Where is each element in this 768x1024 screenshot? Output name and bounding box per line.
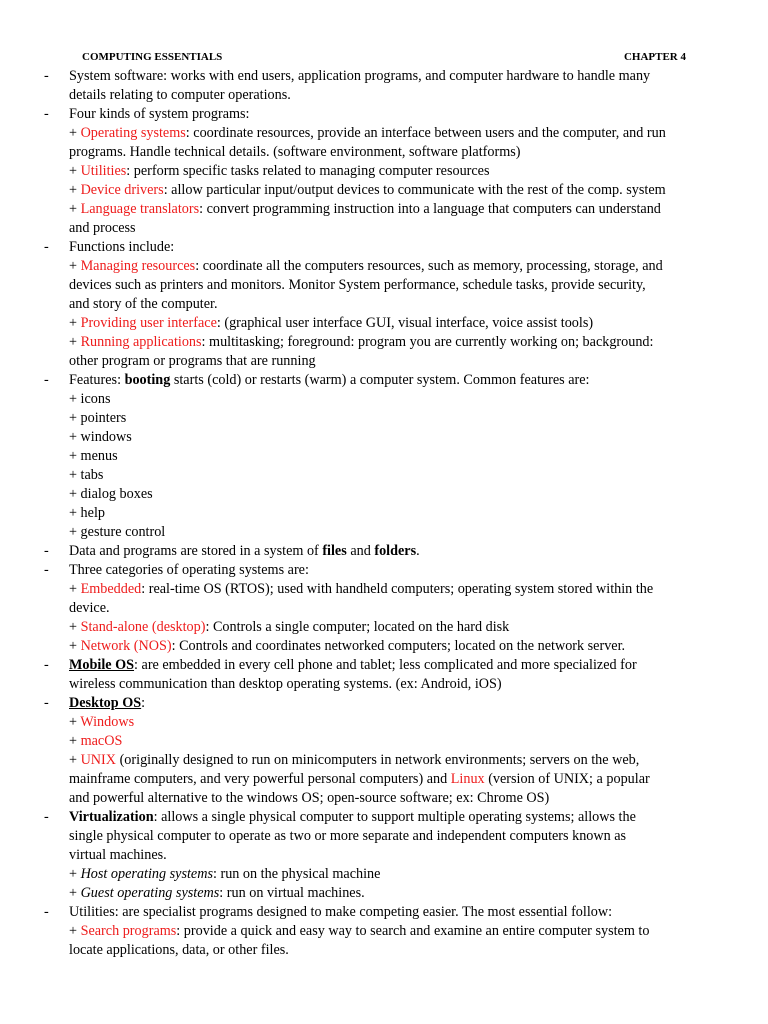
text-run: : run on virtual machines.	[219, 885, 365, 901]
text-run: and story of the computer.	[69, 296, 218, 312]
text-line	[69, 789, 724, 808]
text-run: mainframe computers, and very powerful personal computers) and	[69, 771, 451, 787]
text-run: virtual machines.	[69, 847, 167, 863]
text-run: + pointers	[69, 410, 127, 426]
bullet-item	[44, 561, 724, 656]
text-line	[69, 371, 724, 390]
text-run: starts (cold) or restarts (warm) a computer system. Common features are:	[170, 372, 590, 388]
text-line	[69, 884, 724, 903]
text-run: details relating to computer operations.	[69, 87, 291, 103]
notes-list	[44, 67, 724, 960]
text-run: Utilities: are specialist programs designed to make competing easier. The most essential follow:	[69, 904, 613, 920]
bullet-item	[44, 67, 724, 105]
text-line	[69, 637, 724, 656]
bullet-item	[44, 903, 724, 960]
text-line	[69, 390, 724, 409]
text-line	[69, 580, 724, 599]
highlighted-term: Search programs	[80, 923, 177, 939]
text-run: +	[69, 258, 81, 274]
text-run: : are embedded in every cell phone and tablet; less complicated and more specialized for	[134, 657, 637, 673]
text-run: :	[141, 695, 146, 711]
header-chapter-label: CHAPTER 4	[623, 51, 686, 63]
text-run: +	[69, 315, 81, 331]
text-run: and process	[69, 220, 136, 236]
text-run: System software: works with end users, application programs, and computer hardware to handle many	[69, 68, 651, 84]
bullet-dash: -	[44, 106, 49, 122]
text-run: Four kinds of system programs:	[69, 106, 250, 122]
text-run: wireless communication than desktop operating systems. (ex: Android, iOS)	[69, 676, 502, 692]
text-run: single physical computer to operate as two or more separate and independent computers known as	[69, 828, 627, 844]
text-run: +	[69, 866, 81, 882]
highlighted-term: Device drivers	[80, 182, 164, 198]
text-line	[69, 333, 724, 352]
text-run: + help	[69, 505, 105, 521]
highlighted-term: Windows	[80, 714, 135, 730]
text-run: : run on the physical machine	[212, 866, 381, 882]
text-line	[69, 428, 724, 447]
highlighted-term: Providing user interface	[80, 315, 217, 331]
text-run: : perform specific tasks related to managing computer resources	[126, 163, 490, 179]
bullet-dash: -	[44, 562, 49, 578]
text-run: +	[69, 714, 81, 730]
text-line	[69, 181, 724, 200]
text-run: : Controls and coordinates networked computers; located on the network server.	[171, 638, 626, 654]
text-run: : multitasking; foreground: program you are currently working on; background:	[201, 334, 654, 350]
text-run: other program or programs that are running	[69, 353, 316, 369]
emphasized-term: Virtualization	[69, 809, 154, 825]
highlighted-term: Operating systems	[80, 125, 186, 141]
text-line	[69, 466, 724, 485]
emphasized-term: files	[322, 543, 347, 559]
text-run: +	[69, 163, 81, 179]
text-line	[69, 656, 724, 675]
highlighted-term: Language translators	[80, 201, 200, 217]
text-run: : allows a single physical computer to support multiple operating systems; allows the	[153, 809, 636, 825]
text-line	[69, 200, 724, 219]
text-run: : (graphical user interface GUI, visual interface, voice assist tools)	[216, 315, 594, 331]
emphasized-term: Desktop OS	[69, 695, 142, 711]
text-run: +	[69, 581, 81, 597]
text-run: + tabs	[69, 467, 104, 483]
text-line	[69, 105, 724, 124]
text-line	[69, 257, 724, 276]
bullet-item	[44, 808, 724, 903]
highlighted-term: Running applications	[80, 334, 202, 350]
emphasized-term: Guest operating systems	[80, 885, 220, 901]
text-run: : convert programming instruction into a language that computers can understand	[199, 201, 661, 217]
text-line	[69, 694, 724, 713]
text-line	[69, 561, 724, 580]
text-line	[69, 447, 724, 466]
text-line	[69, 219, 724, 238]
text-line	[69, 276, 724, 295]
text-line	[69, 295, 724, 314]
text-run: +	[69, 733, 81, 749]
bullet-item	[44, 656, 724, 694]
emphasized-term: Host operating systems	[80, 866, 213, 882]
highlighted-term: macOS	[80, 733, 123, 749]
text-line	[69, 846, 724, 865]
text-run: + gesture control	[69, 524, 166, 540]
text-run: + dialog boxes	[69, 486, 153, 502]
text-run: +	[69, 885, 81, 901]
text-run: Three categories of operating systems are:	[69, 562, 309, 578]
text-run: : allow particular input/output devices to communicate with the rest of the comp. system	[163, 182, 666, 198]
text-line	[69, 808, 724, 827]
text-line	[69, 827, 724, 846]
highlighted-term: Managing resources	[80, 258, 196, 274]
text-run: (version of UNIX; a popular	[484, 771, 650, 787]
text-line	[69, 732, 724, 751]
text-line	[69, 770, 724, 789]
text-line	[69, 922, 724, 941]
text-run: and	[346, 543, 375, 559]
text-line	[69, 124, 724, 143]
bullet-dash: -	[44, 372, 49, 388]
text-run: Functions include:	[69, 239, 175, 255]
text-run: + windows	[69, 429, 132, 445]
bullet-dash: -	[44, 543, 49, 559]
text-run: + icons	[69, 391, 111, 407]
text-line	[69, 523, 724, 542]
text-line	[69, 409, 724, 428]
bullet-dash: -	[44, 657, 49, 673]
text-line	[69, 865, 724, 884]
text-line	[69, 599, 724, 618]
text-run: +	[69, 619, 81, 635]
bullet-item	[44, 542, 724, 561]
text-line	[69, 67, 724, 86]
text-line	[69, 504, 724, 523]
text-run: +	[69, 125, 81, 141]
highlighted-term: Stand-alone (desktop)	[80, 619, 206, 635]
highlighted-term: Utilities	[80, 163, 127, 179]
text-line	[69, 542, 724, 561]
text-line	[69, 485, 724, 504]
bullet-item	[44, 694, 724, 808]
text-line	[69, 238, 724, 257]
text-line	[69, 352, 724, 371]
text-line	[69, 314, 724, 333]
text-run: : real-time OS (RTOS); used with handheld computers; operating system stored within the	[141, 581, 654, 597]
header-course-title: COMPUTING ESSENTIALS	[82, 51, 223, 63]
bullet-dash: -	[44, 695, 49, 711]
text-run: .	[416, 543, 420, 559]
text-run: locate applications, data, or other files.	[69, 942, 289, 958]
text-run: and powerful alternative to the windows OS; open-source software; ex: Chrome OS)	[69, 790, 550, 806]
text-run: : Controls a single computer; located on the hard disk	[205, 619, 510, 635]
text-line	[69, 618, 724, 637]
text-run: +	[69, 201, 81, 217]
text-line	[69, 713, 724, 732]
highlighted-term: UNIX	[80, 752, 117, 768]
text-line	[69, 86, 724, 105]
bullet-dash: -	[44, 809, 49, 825]
text-run: (originally designed to run on minicomputers in network environments; servers on the web,	[116, 752, 640, 768]
text-run: Features:	[69, 372, 125, 388]
highlighted-term: Network (NOS)	[80, 638, 172, 654]
text-line	[69, 903, 724, 922]
emphasized-term: Mobile OS	[69, 657, 135, 673]
text-run: +	[69, 923, 81, 939]
emphasized-term: booting	[124, 372, 171, 388]
text-line	[69, 675, 724, 694]
bullet-dash: -	[44, 68, 49, 84]
text-run: Data and programs are stored in a system of	[69, 543, 323, 559]
text-line	[69, 751, 724, 770]
text-run: +	[69, 638, 81, 654]
text-run: device.	[69, 600, 110, 616]
text-run: : coordinate resources, provide an interface between users and the computer, and run	[185, 125, 666, 141]
text-run: : coordinate all the computers resources, such as memory, processing, storage, and	[195, 258, 663, 274]
text-run: programs. Handle technical details. (software environment, software platforms)	[69, 144, 521, 160]
bullet-dash: -	[44, 239, 49, 255]
bullet-item	[44, 105, 724, 238]
highlighted-term: Linux	[450, 771, 485, 787]
text-run: devices such as printers and monitors. Monitor System performance, schedule tasks, provide security,	[69, 277, 646, 293]
text-run: : provide a quick and easy way to search and examine an entire computer system to	[176, 923, 650, 939]
page-header	[82, 51, 686, 65]
bullet-dash: -	[44, 904, 49, 920]
text-run: +	[69, 182, 81, 198]
text-run: +	[69, 334, 81, 350]
text-run: + menus	[69, 448, 118, 464]
bullet-item	[44, 238, 724, 371]
text-line	[69, 941, 724, 960]
text-line	[69, 162, 724, 181]
bullet-item	[44, 371, 724, 542]
emphasized-term: folders	[374, 543, 417, 559]
highlighted-term: Embedded	[80, 581, 142, 597]
text-run: +	[69, 752, 81, 768]
text-line	[69, 143, 724, 162]
